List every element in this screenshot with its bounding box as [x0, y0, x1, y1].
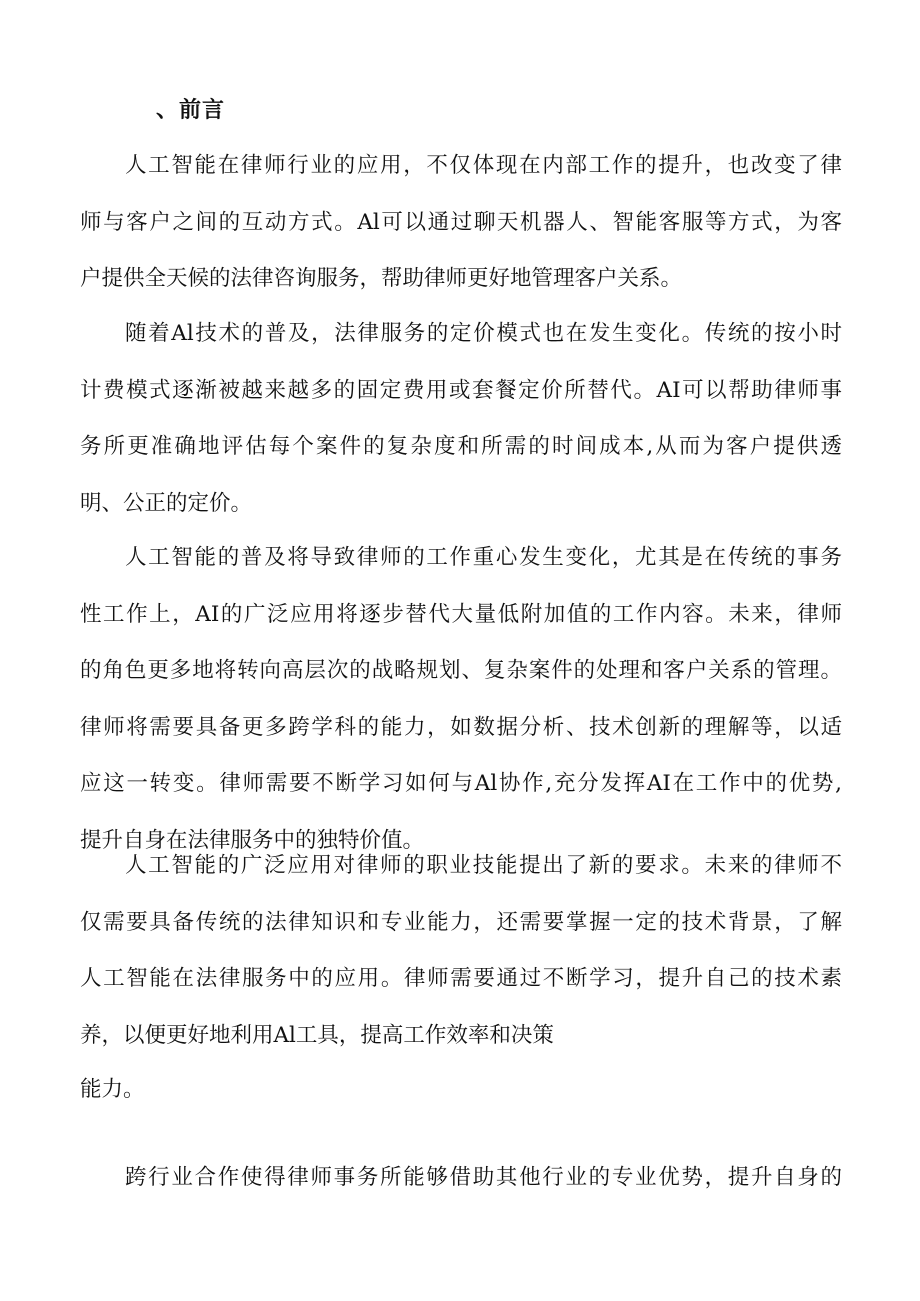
paragraph-3: [80, 530, 842, 869]
paragraph-line: 人工智能在律师行业的应用，不仅体现在内部工作的提升，也改变了律: [125, 153, 842, 178]
paragraph-line: 提升自身在法律服务中的独特价值。: [80, 827, 425, 853]
paragraph-line: 人工智能在法律服务中的应用。律师需要通过不断学习，提升自己的技术素: [80, 966, 842, 991]
paragraph-4: [80, 838, 842, 1064]
paragraph-line: 师与客户之间的互动方式。Al可以通过聊天机器人、智能客服等方式，为客: [80, 209, 842, 235]
paragraph-line: 性工作上，AI的广泛应用将逐步替代大量低附加值的工作内容。未来，律师: [80, 601, 842, 627]
paragraph-line: 仅需要具备传统的法律知识和专业能力，还需要掌握一定的技术背景，了解: [80, 909, 842, 935]
paragraph-line: 应这一转变。律师需要不断学习如何与Al协作,充分发挥AI在工作中的优势,: [80, 771, 842, 796]
paragraph-2: [80, 306, 842, 532]
paragraph-line: 人工智能的普及将导致律师的工作重心发生变化，尤其是在传统的事务: [125, 545, 842, 570]
paragraph-line: 养，以便更好地利用Al工具，提高工作效率和决策: [80, 1022, 554, 1048]
paragraph-line: 跨行业合作使得律师事务所能够借助其他行业的专业优势，提升自身的: [125, 1165, 842, 1190]
section-heading: 、前言: [156, 97, 226, 123]
paragraph-5: [80, 1150, 842, 1207]
paragraph-line: 务所更准确地评估每个案件的复杂度和所需的时间成本,从而为客户提供透: [80, 434, 842, 459]
paragraph-line: 随着Al技术的普及，法律服务的定价模式也在发生变化。传统的按小时: [125, 321, 842, 346]
paragraph-line: 的角色更多地将转向高层次的战略规划、复杂案件的处理和客户关系的管理。: [80, 658, 842, 683]
paragraph-line: 户提供全天候的法律咨询服务，帮助律师更好地管理客户关系。: [80, 266, 683, 291]
paragraph-line: 明、公正的定价。: [80, 490, 253, 516]
paragraph-1: [80, 138, 842, 308]
paragraph-4-continuation: 能力。: [80, 1077, 145, 1102]
paragraph-line: 人工智能的广泛应用对律师的职业技能提出了新的要求。未来的律师不: [125, 853, 842, 878]
paragraph-line: 计费模式逐渐被越来越多的固定费用或套餐定价所替代。AI可以帮助律师事: [80, 377, 842, 403]
paragraph-line: 律师将需要具备更多跨学科的能力，如数据分析、技术创新的理解等，以适: [80, 714, 842, 740]
